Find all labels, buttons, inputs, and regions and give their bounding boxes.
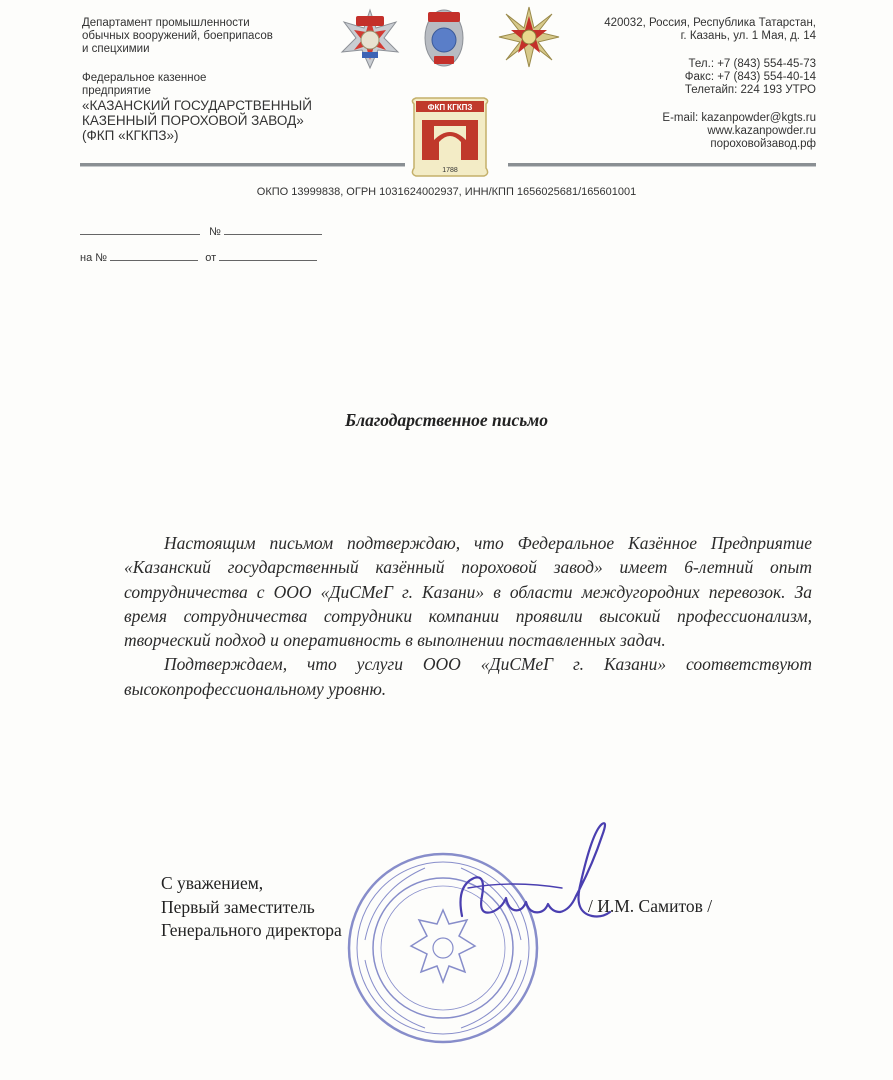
ref-number-blank xyxy=(110,250,198,261)
requisites: ОКПО 13999838, ОГРН 1031624002937, ИНН/КПП 1656025681/165601001 xyxy=(256,186,637,198)
enterprise-name: «КАЗАНСКИЙ ГОСУДАРСТВЕННЫЙ xyxy=(82,98,312,113)
factory-logo xyxy=(408,96,492,178)
web-contacts xyxy=(604,112,816,151)
number-blank xyxy=(224,224,322,235)
enterprise-type: Федеральное казенное xyxy=(82,72,207,84)
department-name: Департамент промышленности обычных вооружений, боеприпасов и спецхимии xyxy=(82,17,273,55)
regards: С уважением, xyxy=(161,873,264,893)
enterprise-name: КАЗЕННЫЙ ПОРОХОВОЙ ЗАВОД» xyxy=(82,113,304,128)
letter-body xyxy=(124,531,812,701)
website: www.kazanpowder.ru xyxy=(707,125,816,137)
order-patriotic-war-icon xyxy=(498,6,560,68)
order-red-banner-icon xyxy=(338,8,402,70)
header-rule-right xyxy=(508,163,816,167)
letter-title: Благодарственное письмо xyxy=(344,410,549,430)
order-labour-icon xyxy=(422,6,466,70)
signer-name: / И.М. Самитов / xyxy=(588,896,713,916)
signature-block xyxy=(161,872,342,943)
address: 420032, Россия, Республика Татарстан, г. Казань, ул. 1 Мая, д. 14 xyxy=(604,17,816,42)
outgoing-number-field: № xyxy=(80,224,322,238)
paragraph: Подтверждаем, что услуги ООО «ДиСМеГ г. Казани» соответствуют высокопрофессиональному уровню. xyxy=(124,654,812,699)
ref-date-blank xyxy=(219,250,317,261)
enterprise-block xyxy=(82,72,312,143)
position: Генерального директора xyxy=(161,920,342,940)
phones: Тел.: +7 (843) 554-45-73 Факс: +7 (843) 554-40-14 Телетайп: 224 193 УТРО xyxy=(684,58,816,96)
paragraph: Настоящим письмом подтверждаю, что Федеральное Казённое Предприятие «Казанский государственный казённый пороховой завод» имеет 6-летний опыт сотрудничества с ООО «ДиСМеГ г. Казани» в области междугородних перевозок. За время сотрудничества сотрудники компании проявили высокий профессионализм, творческий подход и оперативность в выполнении поставленных задач. xyxy=(124,533,812,651)
date-blank xyxy=(80,224,200,235)
email: E-mail: kazanpowder@kgts.ru xyxy=(662,112,816,124)
enterprise-type: предприятие xyxy=(82,85,151,97)
position: Первый заместитель xyxy=(161,896,315,917)
handwritten-signature xyxy=(452,816,622,936)
enterprise-short-name: (ФКП «КГКПЗ») xyxy=(82,128,179,143)
reference-number-field: на № от xyxy=(80,250,317,264)
website: пороховойзавод.рф xyxy=(710,138,816,150)
header-rule-left xyxy=(80,163,405,167)
logo-year: 1788 xyxy=(442,167,458,174)
header-left xyxy=(82,17,312,143)
logo-top-text: ФКП КГКПЗ xyxy=(427,103,473,112)
header-right xyxy=(604,17,816,151)
